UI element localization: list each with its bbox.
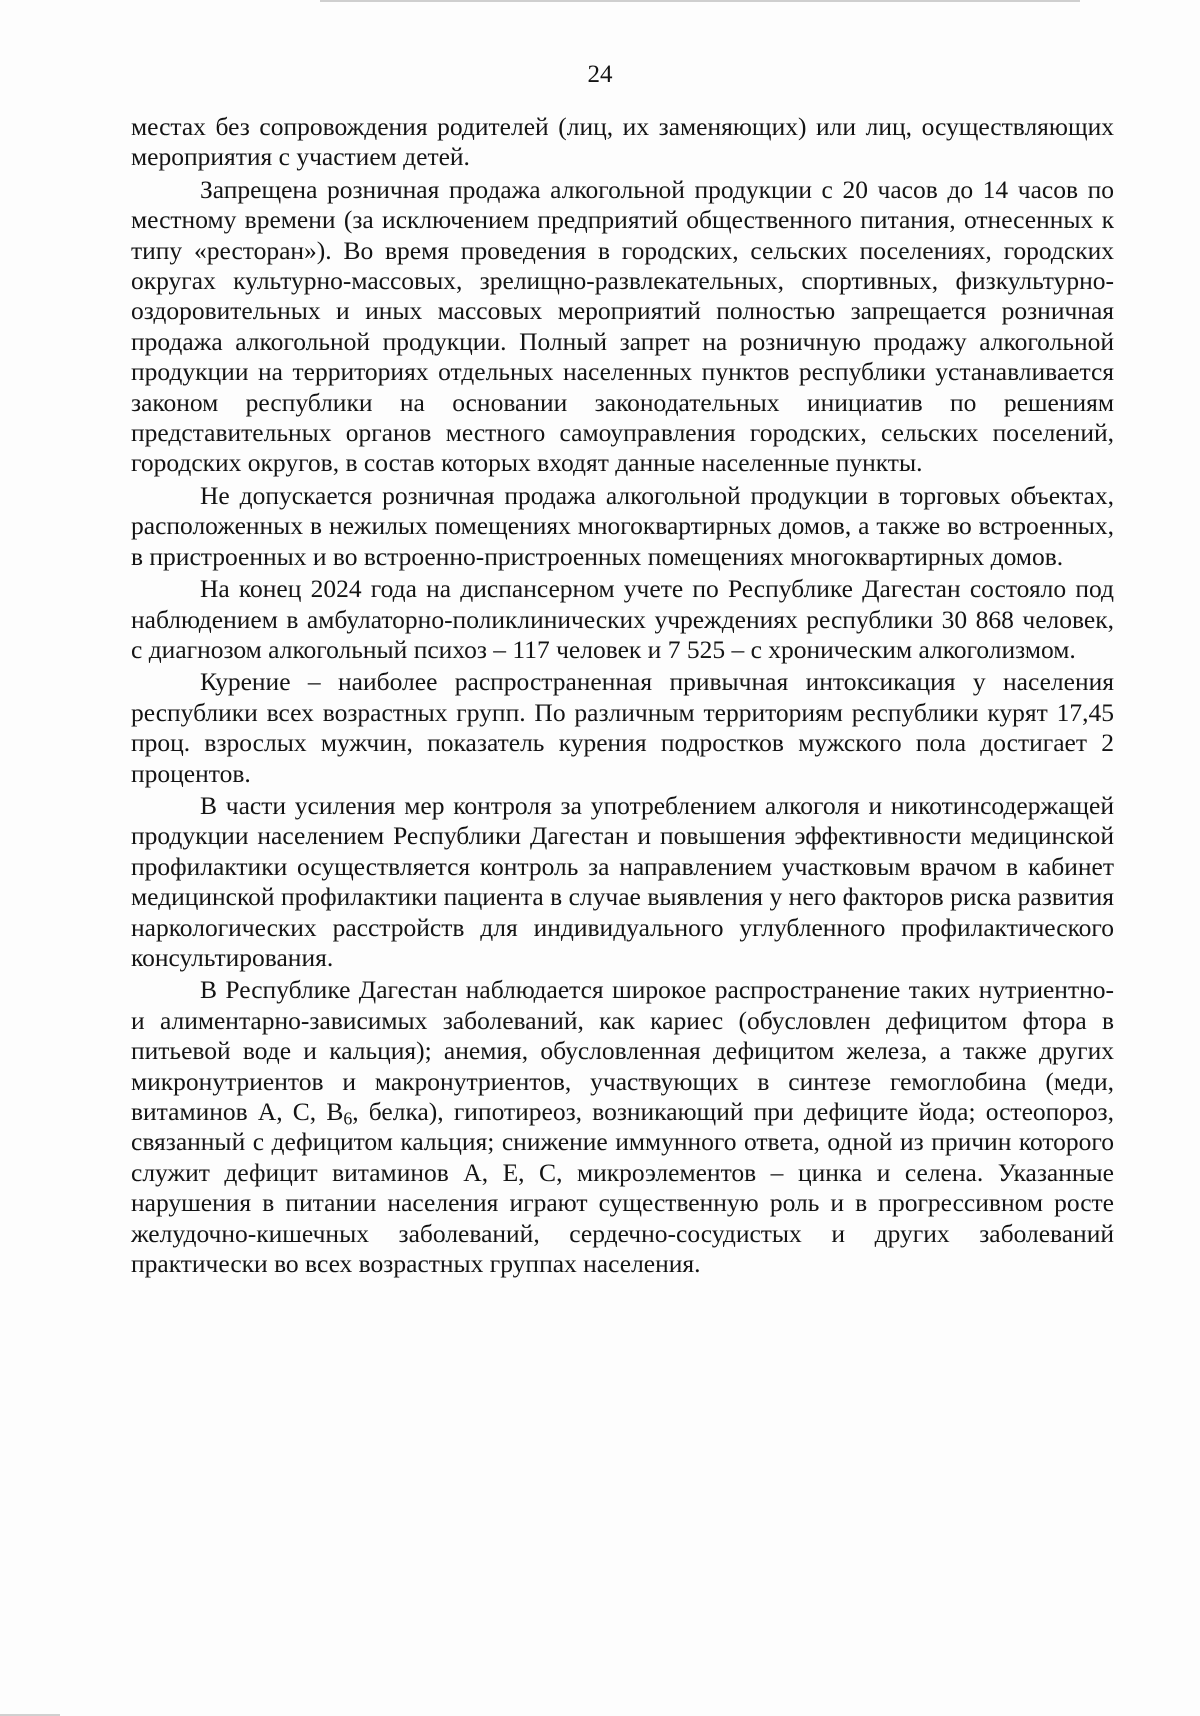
document-body — [131, 112, 1114, 1281]
paragraph-nutrition-diseases — [131, 975, 1114, 1279]
scan-top-edge — [320, 0, 1080, 2]
paragraph-nutrition-part-2: , белка), гипотиреоз, возникающий при дефиците йода; остеопороз, связанный с дефицитом кальция; снижение иммунного ответа, одной из причин которого служит дефицит витаминов А, Е, С, микроэлементов – цинка и селена. Указанные нарушения в питании населения играют существенную роль и в прогрессивном росте желудочно-кишечных заболеваний, сердечно-сосудистых и других заболеваний практически во всех возрастных группах населения. — [131, 1097, 1114, 1279]
paragraph-smoking: Курение – наиболее распространенная привычная интоксикация у населения республики всех возрастных групп. По различным территориям республики курят 17,45 проц. взрослых мужчин, показатель курения подростков мужского пола достигает 2 процентов. — [131, 667, 1114, 788]
paragraph-residential-buildings-ban: Не допускается розничная продажа алкогольной продукции в торговых объектах, расположенных в нежилых помещениях многоквартирных домов, а также во встроенных, в пристроенных и во встроенно-пристроенных помещениях многоквартирных домов. — [131, 480, 1114, 571]
paragraph-nutrition-part-1: В Республике Дагестан наблюдается широкое распространение таких нутриентно- и алиментарно-зависимых заболеваний, как кариес (обусловлен дефицитом фтора в питьевой воде и кальция); анемия, обусловленная дефицитом железа, а также других микронутриентов и макронутриентов, участвующих в синтезе гемоглобина (меди, витаминов А, С, В — [131, 975, 1114, 1126]
paragraph-continued: местах без сопровождения родителей (лиц, их заменяющих) или лиц, осуществляющих мероприятия с участием детей. — [131, 112, 1114, 172]
paragraph-alcohol-sales-hours: Запрещена розничная продажа алкогольной продукции с 20 часов до 14 часов по местному времени (за исключением предприятий общественного питания, отнесенных к типу «ресторан»). Во время проведения в городских, сельских поселениях, городских округах культурно-массовых, зрелищно-развлекательных, спортивных, физкультурно-оздоровительных и иных массовых мероприятий полностью запрещается розничная продажа алкогольной продукции. Полный запрет на розничную продажу алкогольной продукции на территориях отдельных населенных пунктов республики устанавливается законом республики на основании законодательных инициатив по решениям представительных органов местного самоуправления городских, сельских поселений, городских округов, в состав которых входят данные населенные пункты. — [131, 174, 1114, 478]
paragraph-dispensary-registration: На конец 2024 года на диспансерном учете по Республике Дагестан состояло под наблюдением в амбулаторно-поликлинических учреждениях республики 30 868 человек, с диагнозом алкогольный психоз – 117 человек и 7 525 – с хроническим алкоголизмом. — [131, 574, 1114, 664]
page-number: 24 — [587, 61, 613, 88]
paragraph-prevention-control: В части усиления мер контроля за употреблением алкоголя и никотинсодержащей продукции населением Республики Дагестан и повышения эффективности медицинской профилактики осуществляется контроль за направлением участковым врачом в кабинет медицинской профилактики пациента в случае выявления у него факторов риска развития наркологических расстройств для индивидуального углубленного профилактического консультирования. — [131, 790, 1114, 972]
vitamin-subscript: 6 — [343, 1108, 353, 1129]
